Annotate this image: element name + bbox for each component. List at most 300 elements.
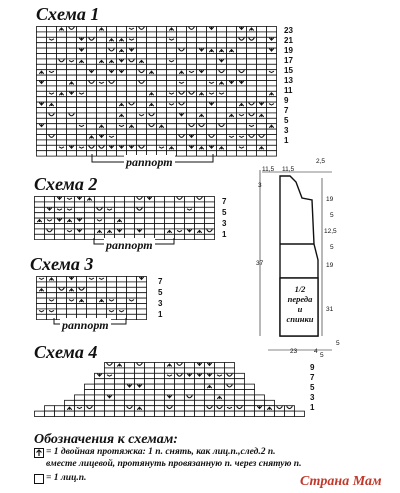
- chart-cell: [267, 59, 277, 64]
- chart-cell: [117, 298, 127, 303]
- chart-cell: [127, 277, 137, 282]
- chart-cell: [135, 400, 145, 405]
- chart-cell: [115, 213, 125, 218]
- chart-cell: [47, 75, 57, 80]
- chart-cell: [215, 379, 225, 384]
- chart-cell: [175, 400, 185, 405]
- chart-cell: [295, 411, 305, 416]
- chart-cell: [257, 43, 267, 48]
- chart-cell: [77, 97, 87, 102]
- chart-cell: [157, 75, 167, 80]
- chart-cell: [95, 224, 105, 229]
- chart-cell: [117, 97, 127, 102]
- chart-cell: [67, 54, 77, 59]
- chart-cell: [77, 282, 87, 287]
- chart-cell: [167, 86, 177, 91]
- chart-cell: [67, 151, 77, 156]
- label-line: переда: [287, 294, 313, 304]
- chart-cell: [37, 293, 47, 298]
- chart-cell: [77, 309, 87, 314]
- chart-cell: [57, 124, 67, 129]
- chart-cell: [145, 384, 155, 389]
- chart-cell: [55, 411, 65, 416]
- chart-cell: [255, 411, 265, 416]
- chart-cell: [37, 314, 47, 319]
- chart-cell: [117, 75, 127, 80]
- chart-cell: [217, 129, 227, 134]
- chart-cell: [247, 81, 257, 86]
- chart-cell: [185, 363, 195, 368]
- chart-cell: [117, 135, 127, 140]
- chart-cell: [185, 197, 195, 202]
- chart-cell: [97, 91, 107, 96]
- chart-cell: [155, 363, 165, 368]
- chart-cell: [257, 124, 267, 129]
- chart-cell: [157, 129, 167, 134]
- chart-cell: [227, 124, 237, 129]
- chart-cell: [155, 400, 165, 405]
- chart-cell: [195, 234, 205, 239]
- chart-cell: [217, 32, 227, 37]
- chart-cell: [167, 124, 177, 129]
- chart-cell: [157, 135, 167, 140]
- chart-cell: [197, 108, 207, 113]
- chart-cell: [117, 91, 127, 96]
- chart-cell: [67, 118, 77, 123]
- chart-cell: [87, 304, 97, 309]
- chart-cell: [107, 27, 117, 32]
- chart-cell: [185, 384, 195, 389]
- chart-cell: [225, 411, 235, 416]
- chart-cell: [67, 129, 77, 134]
- chart-cell: [227, 32, 237, 37]
- chart-cell: [147, 129, 157, 134]
- chart-cell: [45, 411, 55, 416]
- chart-cell: [85, 213, 95, 218]
- chart-cell: [155, 373, 165, 378]
- chart-cell: [145, 229, 155, 234]
- chart-cell: [105, 384, 115, 389]
- chart-cell: [215, 400, 225, 405]
- chart-cell: [107, 102, 117, 107]
- chart-cell: [47, 97, 57, 102]
- chart-cell: [215, 411, 225, 416]
- chart-cell: [95, 202, 105, 207]
- chart-cell: [177, 43, 187, 48]
- chart-cell: [67, 86, 77, 91]
- chart-cell: [157, 91, 167, 96]
- row-number: 7: [310, 373, 315, 382]
- chart-cell: [127, 304, 137, 309]
- chart-cell: [225, 379, 235, 384]
- chart-cell: [195, 368, 205, 373]
- chart-cell: [37, 37, 47, 42]
- chart-cell: [115, 411, 125, 416]
- chart-cell: [187, 108, 197, 113]
- chart-cell: [77, 108, 87, 113]
- chart-cell: [127, 32, 137, 37]
- chart-cell: [197, 118, 207, 123]
- chart-cell: [37, 27, 47, 32]
- chart-cell: [127, 314, 137, 319]
- chart-cell: [47, 48, 57, 53]
- chart-cell: [115, 379, 125, 384]
- right-dim-2: 19: [326, 196, 334, 203]
- chart-cell: [145, 207, 155, 212]
- chart-cell: [95, 411, 105, 416]
- chart-cell: [205, 213, 215, 218]
- chart-cell: [77, 75, 87, 80]
- chart-cell: [197, 43, 207, 48]
- top-dim-3: 2,5: [316, 158, 326, 165]
- chart-cell: [87, 102, 97, 107]
- chart-cell: [67, 64, 77, 69]
- chart-cell: [257, 37, 267, 42]
- chart-cell: [217, 118, 227, 123]
- chart-cell: [45, 197, 55, 202]
- chart-cell: [267, 27, 277, 32]
- chart-cell: [135, 395, 145, 400]
- chart-cell: [185, 202, 195, 207]
- chart-cell: [147, 81, 157, 86]
- chart-cell: [197, 129, 207, 134]
- chart-cell: [227, 151, 237, 156]
- chart-cell: [257, 54, 267, 59]
- chart-cell: [237, 54, 247, 59]
- chart-cell: [87, 91, 97, 96]
- chart-cell: [195, 390, 205, 395]
- chart-cell: [245, 411, 255, 416]
- chart-cell: [165, 390, 175, 395]
- chart-cell: [47, 293, 57, 298]
- chart-cell: [217, 151, 227, 156]
- chart-cell: [37, 108, 47, 113]
- chart-cell: [85, 224, 95, 229]
- chart-cell: [157, 37, 167, 42]
- chart-cell: [195, 400, 205, 405]
- chart-cell: [145, 213, 155, 218]
- chart-cell: [37, 43, 47, 48]
- chart-cell: [117, 81, 127, 86]
- chart-cell: [257, 32, 267, 37]
- chart-cell: [57, 304, 67, 309]
- chart-cell: [85, 400, 95, 405]
- chart-cell: [37, 91, 47, 96]
- chart-cell: [205, 207, 215, 212]
- chart-cell: [97, 140, 107, 145]
- chart-cell: [187, 43, 197, 48]
- chart-cell: [57, 282, 67, 287]
- right-dim-4: 12,5: [324, 228, 337, 235]
- chart-cell: [245, 400, 255, 405]
- chart-cell: [167, 108, 177, 113]
- chart-cell: [45, 234, 55, 239]
- chart-cell: [57, 64, 67, 69]
- chart-cell: [67, 140, 77, 145]
- chart-cell: [57, 298, 67, 303]
- chart-cell: [257, 91, 267, 96]
- chart-cell: [107, 304, 117, 309]
- chart-cell: [75, 202, 85, 207]
- chart-cell: [87, 86, 97, 91]
- chart-cell: [205, 234, 215, 239]
- row-number: 1: [310, 403, 315, 412]
- chart-cell: [147, 54, 157, 59]
- chart-cell: [45, 202, 55, 207]
- chart-cell: [145, 373, 155, 378]
- chart-cell: [115, 390, 125, 395]
- chart-cell: [95, 384, 105, 389]
- chart-cell: [157, 64, 167, 69]
- chart-cell: [165, 379, 175, 384]
- chart-cell: [117, 287, 127, 292]
- chart-cell: [87, 118, 97, 123]
- chart-cell: [105, 411, 115, 416]
- chart-cell: [185, 379, 195, 384]
- chart-cell: [197, 59, 207, 64]
- chart-cell: [117, 27, 127, 32]
- chart-cell: [37, 129, 47, 134]
- chart-cell: [137, 91, 147, 96]
- chart-cell: [75, 411, 85, 416]
- chart-cell: [207, 124, 217, 129]
- chart-cell: [57, 97, 67, 102]
- chart-cell: [165, 213, 175, 218]
- chart-cell: [97, 37, 107, 42]
- chart-cell: [105, 202, 115, 207]
- chart-cell: [155, 213, 165, 218]
- chart-cell: [57, 108, 67, 113]
- chart-cell: [227, 75, 237, 80]
- chart-cell: [187, 118, 197, 123]
- chart-cell: [87, 43, 97, 48]
- knit-stitch-symbol-icon: [34, 474, 44, 484]
- chart-cell: [77, 86, 87, 91]
- chart-cell: [107, 54, 117, 59]
- chart-cell: [205, 395, 215, 400]
- chart-cell: [107, 86, 117, 91]
- chart-cell: [35, 411, 45, 416]
- chart-cell: [105, 406, 115, 411]
- chart-cell: [145, 224, 155, 229]
- chart-cell: [35, 207, 45, 212]
- chart-cell: [167, 129, 177, 134]
- chart-cell: [97, 86, 107, 91]
- chart-cell: [67, 37, 77, 42]
- chart-cell: [217, 64, 227, 69]
- chart-cell: [195, 406, 205, 411]
- chart-cell: [247, 43, 257, 48]
- chart-cell: [267, 151, 277, 156]
- chart-cell: [175, 218, 185, 223]
- chart-cell: [227, 97, 237, 102]
- chart-cell: [247, 91, 257, 96]
- chart-cell: [227, 145, 237, 150]
- chart-cell: [57, 75, 67, 80]
- chart-cell: [107, 124, 117, 129]
- chart-cell: [175, 411, 185, 416]
- chart-cell: [237, 108, 247, 113]
- chart-cell: [247, 59, 257, 64]
- chart-cell: [157, 97, 167, 102]
- chart-cell: [117, 129, 127, 134]
- chart-cell: [207, 113, 217, 118]
- chart-cell: [37, 54, 47, 59]
- chart-cell: [97, 309, 107, 314]
- chart-cell: [75, 213, 85, 218]
- chart-cell: [117, 282, 127, 287]
- chart-cell: [207, 86, 217, 91]
- row-number: 1: [284, 136, 289, 145]
- chart-cell: [217, 27, 227, 32]
- chart-cell: [87, 282, 97, 287]
- chart-cell: [77, 81, 87, 86]
- chart-cell: [137, 293, 147, 298]
- chart-cell: [155, 229, 165, 234]
- chart-cell: [107, 282, 117, 287]
- chart-cell: [125, 197, 135, 202]
- chart-cell: [207, 64, 217, 69]
- chart-cell: [87, 287, 97, 292]
- chart-cell: [137, 37, 147, 42]
- chart-cell: [45, 213, 55, 218]
- chart-cell: [217, 54, 227, 59]
- chart-cell: [67, 32, 77, 37]
- chart-cell: [207, 75, 217, 80]
- chart-cell: [125, 373, 135, 378]
- chart-cell: [117, 304, 127, 309]
- chart-cell: [135, 224, 145, 229]
- chart-cell: [67, 70, 77, 75]
- row-number: 11: [284, 86, 293, 95]
- chart-cell: [157, 43, 167, 48]
- chart-cell: [125, 400, 135, 405]
- scheme-3-row-numbers: [158, 276, 162, 320]
- chart-cell: [95, 379, 105, 384]
- chart-cell: [115, 207, 125, 212]
- chart-cell: [157, 140, 167, 145]
- chart-cell: [197, 135, 207, 140]
- chart-cell: [47, 124, 57, 129]
- chart-cell: [77, 43, 87, 48]
- chart-cell: [125, 207, 135, 212]
- chart-cell: [267, 97, 277, 102]
- chart-cell: [207, 118, 217, 123]
- chart-cell: [235, 395, 245, 400]
- chart-cell: [137, 102, 147, 107]
- chart-cell: [227, 140, 237, 145]
- chart-cell: [157, 48, 167, 53]
- row-number: 5: [158, 288, 163, 297]
- chart-cell: [175, 202, 185, 207]
- chart-cell: [147, 145, 157, 150]
- scheme-2-grid: [34, 196, 218, 240]
- chart-cell: [197, 27, 207, 32]
- chart-cell: [125, 411, 135, 416]
- chart-cell: [107, 129, 117, 134]
- chart-cell: [85, 202, 95, 207]
- chart-cell: [97, 118, 107, 123]
- chart-cell: [65, 213, 75, 218]
- chart-cell: [47, 118, 57, 123]
- top-dim-2: 11,5: [282, 166, 295, 173]
- chart-cell: [57, 102, 67, 107]
- chart-cell: [115, 384, 125, 389]
- chart-cell: [207, 54, 217, 59]
- row-number: 17: [284, 56, 293, 65]
- pattern-piece-label: [282, 284, 318, 324]
- chart-cell: [265, 400, 275, 405]
- chart-cell: [237, 75, 247, 80]
- chart-cell: [197, 81, 207, 86]
- scheme-4-row-numbers: [310, 363, 314, 413]
- chart-cell: [205, 368, 215, 373]
- chart-cell: [107, 108, 117, 113]
- chart-cell: [165, 224, 175, 229]
- chart-cell: [85, 411, 95, 416]
- chart-cell: [257, 151, 267, 156]
- chart-cell: [267, 43, 277, 48]
- chart-cell: [177, 54, 187, 59]
- row-number: 19: [284, 46, 293, 55]
- chart-cell: [215, 390, 225, 395]
- chart-cell: [157, 113, 167, 118]
- chart-cell: [47, 43, 57, 48]
- chart-cell: [37, 304, 47, 309]
- chart-cell: [155, 384, 165, 389]
- chart-cell: [247, 140, 257, 145]
- chart-cell: [137, 64, 147, 69]
- chart-cell: [187, 129, 197, 134]
- scheme-1-row-numbers: [284, 26, 300, 146]
- chart-cell: [195, 207, 205, 212]
- right-dim-3: 5: [330, 212, 334, 219]
- chart-cell: [147, 108, 157, 113]
- chart-cell: [127, 97, 137, 102]
- chart-cell: [87, 75, 97, 80]
- chart-cell: [77, 277, 87, 282]
- chart-cell: [105, 390, 115, 395]
- chart-cell: [97, 287, 107, 292]
- chart-cell: [67, 135, 77, 140]
- chart-cell: [37, 97, 47, 102]
- chart-cell: [105, 218, 115, 223]
- chart-cell: [85, 229, 95, 234]
- chart-cell: [205, 390, 215, 395]
- chart-cell: [117, 140, 127, 145]
- chart-cell: [125, 218, 135, 223]
- chart-cell: [37, 86, 47, 91]
- chart-cell: [37, 145, 47, 150]
- chart-cell: [37, 59, 47, 64]
- chart-cell: [247, 97, 257, 102]
- chart-cell: [57, 140, 67, 145]
- chart-cell: [167, 64, 177, 69]
- chart-cell: [225, 363, 235, 368]
- chart-cell: [147, 86, 157, 91]
- chart-cell: [147, 118, 157, 123]
- legend-item-1-line-1: = 1 двойная протяжка: 1 п. снять, как лиц.п.,след.2 п.: [46, 447, 276, 457]
- chart-cell: [245, 406, 255, 411]
- chart-cell: [107, 91, 117, 96]
- chart-cell: [177, 75, 187, 80]
- chart-cell: [57, 135, 67, 140]
- chart-cell: [47, 81, 57, 86]
- chart-cell: [167, 54, 177, 59]
- chart-cell: [47, 304, 57, 309]
- chart-cell: [247, 32, 257, 37]
- chart-cell: [217, 113, 227, 118]
